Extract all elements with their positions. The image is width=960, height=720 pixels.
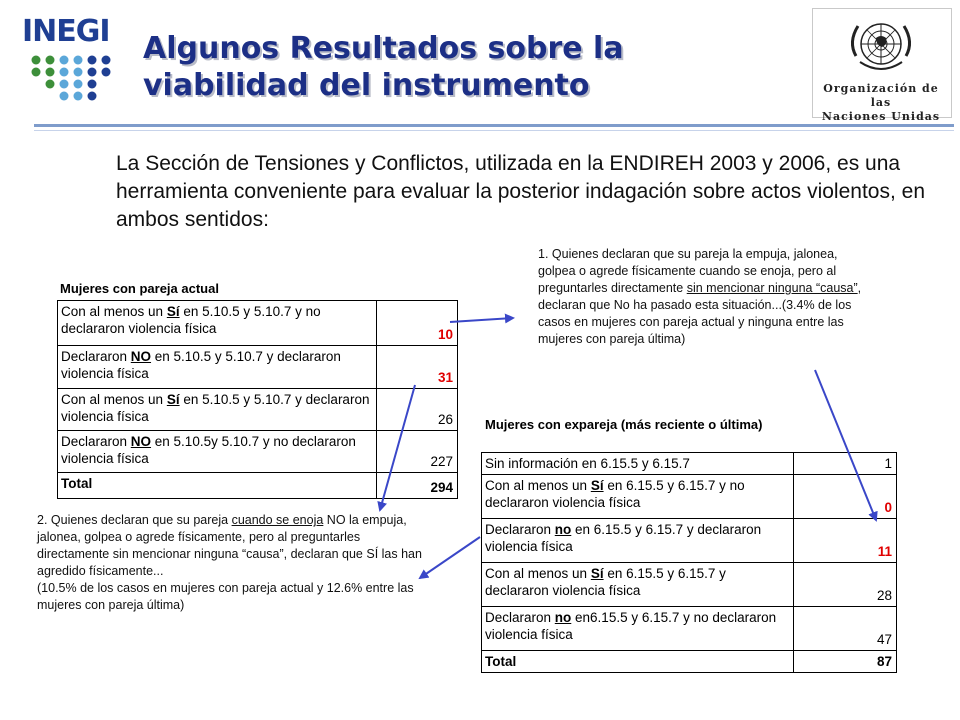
total-label: Total [482,651,794,673]
row-label: Con al menos un Sí en 6.15.5 y 6.15.7 y declararon violencia física [482,563,794,607]
note-1-underlined: sin mencionar ninguna “causa” [686,281,858,295]
row-label: Sin información en 6.15.5 y 6.15.7 [482,453,794,475]
row-value: 28 [794,563,897,607]
row-value: 10 [377,301,458,346]
row-value: 47 [794,607,897,651]
note-2-text-mid: NO la empuja, jalonea, golpea o agrede físicamente, pero al preguntarles directamente sin mencionar ninguna “causa”, declaran que SÍ las han agredido físicamente... [37,513,422,578]
total-label: Total [58,473,377,499]
inegi-logo: INEGI [22,14,110,49]
arrow-table1-to-note1 [450,318,513,322]
row-label: Con al menos un Sí en 6.15.5 y 6.15.7 y no declararon violencia física [482,475,794,519]
row-label: Declararon no en 6.15.5 y 6.15.7 y declararon violencia física [482,519,794,563]
row-value: 1 [794,453,897,475]
note-2-text: 2. Quienes declaran que su pareja [37,513,232,527]
un-name-line-1: Organización de las [823,82,939,109]
arrow-table2-to-note2 [420,537,480,578]
intro-text: La Sección de Tensiones y Conflictos, utilizada en la ENDIREH 2003 y 2006, es una herramienta conveniente para evaluar la posterior indagación sobre actos violentos, en ambos sentidos: [116,152,925,231]
total-value: 294 [377,473,458,499]
row-value: 227 [377,431,458,473]
arrow-note1-to-table2 [815,370,876,520]
un-name-line-2: Naciones Unidas [821,110,941,123]
row-value: 0 [794,475,897,519]
row-label: Declararon NO en 5.10.5 y 5.10.7 y declararon violencia física [58,346,377,389]
row-value: 31 [377,346,458,389]
note-2-text-end: (10.5% de los casos en mujeres con pareja actual y 12.6% entre las mujeres con pareja última) [37,581,414,612]
row-label: Declararon NO en 5.10.5y 5.10.7 y no declararon violencia física [58,431,377,473]
row-label: Declararon no en6.15.5 y 6.15.7 y no declararon violencia física [482,607,794,651]
title-line-2: viabilidad del instrumento [143,68,590,103]
row-label: Con al menos un Sí en 5.10.5 y 5.10.7 y declararon violencia física [58,389,377,431]
row-value: 11 [794,519,897,563]
row-value: 26 [377,389,458,431]
note-1-text: 1. Quienes declaran que su pareja la empuja, jalonea, golpea o agrede físicamente cuando se enoja, pero al preguntarles directamente [538,247,838,295]
table-1-caption: Mujeres con pareja actual [60,281,219,296]
total-value: 87 [794,651,897,673]
note-2-underlined: cuando se enoja [231,513,324,527]
note-1-text-end: , declaran que No ha pasado esta situación...(3.4% de los casos en mujeres con pareja actual y ninguna entre las mujeres con pareja última) [538,281,862,346]
title-line-1: Algunos Resultados sobre la [143,31,624,66]
row-label: Con al menos un Sí en 5.10.5 y 5.10.7 y no declararon violencia física [58,301,377,346]
arrow-table1-to-note2 [380,385,415,510]
table-2-caption: Mujeres con expareja (más reciente o última) [485,417,763,432]
